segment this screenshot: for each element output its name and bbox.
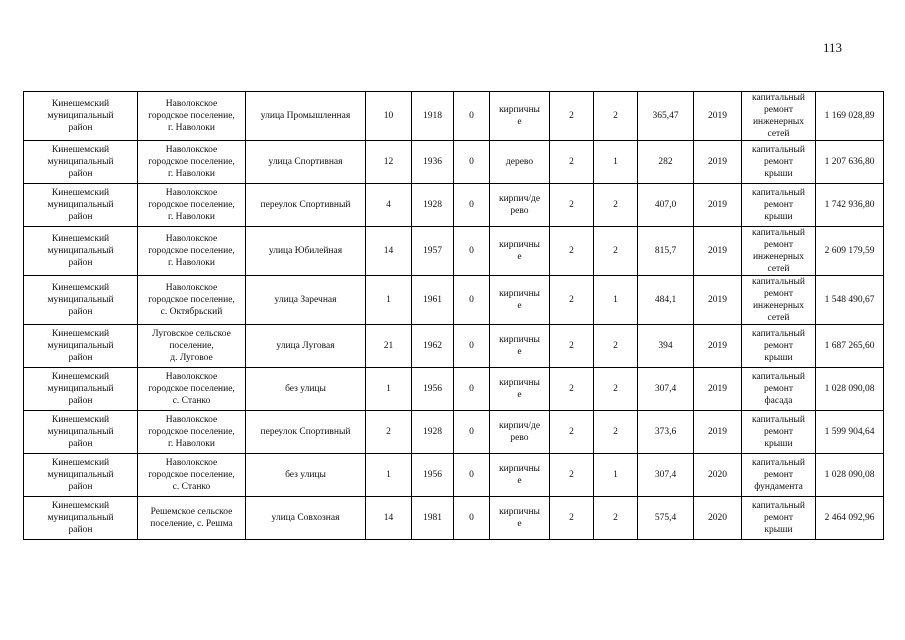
work-type-cell: капитальный ремонт крыши — [742, 325, 816, 368]
repair-year-cell: 2019 — [694, 276, 742, 325]
district-cell: Кинешемский муниципальный район — [24, 325, 138, 368]
table-body — [24, 92, 884, 540]
district-cell: Кинешемский муниципальный район — [24, 184, 138, 227]
table-row — [24, 497, 884, 540]
wear-cell: 0 — [454, 276, 490, 325]
cost-cell: 1 687 265,60 — [816, 325, 884, 368]
wall-material-cell: кирпичны е — [490, 227, 550, 276]
street-cell: без улицы — [246, 368, 366, 411]
cost-cell: 1 207 636,80 — [816, 141, 884, 184]
floors-cell: 2 — [550, 227, 594, 276]
street-cell: улица Юбилейная — [246, 227, 366, 276]
area-cell: 394 — [638, 325, 694, 368]
work-type-cell: капитальный ремонт фундамента — [742, 454, 816, 497]
repair-registry-table — [23, 91, 884, 540]
table-row — [24, 227, 884, 276]
repair-year-cell: 2019 — [694, 411, 742, 454]
repair-year-cell: 2019 — [694, 184, 742, 227]
entrances-cell: 2 — [594, 227, 638, 276]
cost-cell: 1 599 904,64 — [816, 411, 884, 454]
table-row — [24, 184, 884, 227]
floors-cell: 2 — [550, 497, 594, 540]
settlement-cell: Наволокское городское поселение, г. Наволоки — [138, 184, 246, 227]
area-cell: 815,7 — [638, 227, 694, 276]
year-built-cell: 1956 — [412, 368, 454, 411]
house-number-cell: 14 — [366, 497, 412, 540]
year-built-cell: 1981 — [412, 497, 454, 540]
wall-material-cell: кирпичны е — [490, 325, 550, 368]
settlement-cell: Наволокское городское поселение, г. Наволоки — [138, 411, 246, 454]
repair-year-cell: 2019 — [694, 368, 742, 411]
entrances-cell: 1 — [594, 276, 638, 325]
year-built-cell: 1957 — [412, 227, 454, 276]
settlement-cell: Наволокское городское поселение, с. Октябрьский — [138, 276, 246, 325]
wear-cell: 0 — [454, 411, 490, 454]
floors-cell: 2 — [550, 141, 594, 184]
cost-cell: 2 464 092,96 — [816, 497, 884, 540]
area-cell: 365,47 — [638, 92, 694, 141]
settlement-cell: Решемское сельское поселение, с. Решма — [138, 497, 246, 540]
repair-year-cell: 2019 — [694, 325, 742, 368]
work-type-cell: капитальный ремонт крыши — [742, 141, 816, 184]
entrances-cell: 2 — [594, 92, 638, 141]
settlement-cell: Наволокское городское поселение, г. Наволоки — [138, 92, 246, 141]
year-built-cell: 1936 — [412, 141, 454, 184]
area-cell: 575,4 — [638, 497, 694, 540]
year-built-cell: 1961 — [412, 276, 454, 325]
wall-material-cell: кирпичны е — [490, 454, 550, 497]
wall-material-cell: дерево — [490, 141, 550, 184]
table-row — [24, 411, 884, 454]
entrances-cell: 2 — [594, 325, 638, 368]
work-type-cell: капитальный ремонт крыши — [742, 184, 816, 227]
wear-cell: 0 — [454, 454, 490, 497]
table-row — [24, 276, 884, 325]
floors-cell: 2 — [550, 454, 594, 497]
area-cell: 407,0 — [638, 184, 694, 227]
wall-material-cell: кирпичны е — [490, 276, 550, 325]
entrances-cell: 2 — [594, 368, 638, 411]
repair-year-cell: 2019 — [694, 227, 742, 276]
repair-year-cell: 2019 — [694, 92, 742, 141]
repair-year-cell: 2020 — [694, 454, 742, 497]
year-built-cell: 1956 — [412, 454, 454, 497]
area-cell: 373,6 — [638, 411, 694, 454]
work-type-cell: капитальный ремонт крыши — [742, 411, 816, 454]
wall-material-cell: кирпичны е — [490, 497, 550, 540]
wall-material-cell: кирпич/де рево — [490, 411, 550, 454]
street-cell: улица Заречная — [246, 276, 366, 325]
house-number-cell: 1 — [366, 276, 412, 325]
house-number-cell: 12 — [366, 141, 412, 184]
settlement-cell: Наволокское городское поселение, г. Наволоки — [138, 141, 246, 184]
settlement-cell: Наволокское городское поселение, г. Наволоки — [138, 227, 246, 276]
year-built-cell: 1928 — [412, 184, 454, 227]
area-cell: 307,4 — [638, 368, 694, 411]
table-row — [24, 325, 884, 368]
work-type-cell: капитальный ремонт инженерных сетей — [742, 276, 816, 325]
floors-cell: 2 — [550, 368, 594, 411]
entrances-cell: 2 — [594, 184, 638, 227]
cost-cell: 1 548 490,67 — [816, 276, 884, 325]
wall-material-cell: кирпичны е — [490, 368, 550, 411]
house-number-cell: 1 — [366, 454, 412, 497]
table-row — [24, 141, 884, 184]
entrances-cell: 2 — [594, 411, 638, 454]
house-number-cell: 14 — [366, 227, 412, 276]
repair-year-cell: 2019 — [694, 141, 742, 184]
street-cell: улица Совхозная — [246, 497, 366, 540]
area-cell: 307,4 — [638, 454, 694, 497]
street-cell: улица Промышленная — [246, 92, 366, 141]
cost-cell: 2 609 179,59 — [816, 227, 884, 276]
floors-cell: 2 — [550, 184, 594, 227]
year-built-cell: 1962 — [412, 325, 454, 368]
settlement-cell: Наволокское городское поселение, с. Станко — [138, 454, 246, 497]
year-built-cell: 1928 — [412, 411, 454, 454]
house-number-cell: 1 — [366, 368, 412, 411]
district-cell: Кинешемский муниципальный район — [24, 454, 138, 497]
street-cell: улица Луговая — [246, 325, 366, 368]
wear-cell: 0 — [454, 325, 490, 368]
settlement-cell: Наволокское городское поселение, с. Станко — [138, 368, 246, 411]
district-cell: Кинешемский муниципальный район — [24, 411, 138, 454]
house-number-cell: 4 — [366, 184, 412, 227]
district-cell: Кинешемский муниципальный район — [24, 141, 138, 184]
floors-cell: 2 — [550, 276, 594, 325]
wear-cell: 0 — [454, 92, 490, 141]
district-cell: Кинешемский муниципальный район — [24, 276, 138, 325]
work-type-cell: капитальный ремонт инженерных сетей — [742, 92, 816, 141]
wear-cell: 0 — [454, 227, 490, 276]
floors-cell: 2 — [550, 411, 594, 454]
work-type-cell: капитальный ремонт фасада — [742, 368, 816, 411]
district-cell: Кинешемский муниципальный район — [24, 368, 138, 411]
settlement-cell: Луговское сельское поселение, д. Луговое — [138, 325, 246, 368]
district-cell: Кинешемский муниципальный район — [24, 92, 138, 141]
wear-cell: 0 — [454, 141, 490, 184]
wear-cell: 0 — [454, 497, 490, 540]
street-cell: переулок Спортивный — [246, 184, 366, 227]
repair-year-cell: 2020 — [694, 497, 742, 540]
entrances-cell: 2 — [594, 497, 638, 540]
cost-cell: 1 169 028,89 — [816, 92, 884, 141]
page-number: 113 — [823, 40, 843, 55]
area-cell: 282 — [638, 141, 694, 184]
table-row — [24, 368, 884, 411]
wall-material-cell: кирпич/де рево — [490, 184, 550, 227]
floors-cell: 2 — [550, 325, 594, 368]
cost-cell: 1 028 090,08 — [816, 454, 884, 497]
cost-cell: 1 028 090,08 — [816, 368, 884, 411]
house-number-cell: 10 — [366, 92, 412, 141]
wall-material-cell: кирпичны е — [490, 92, 550, 141]
entrances-cell: 1 — [594, 454, 638, 497]
cost-cell: 1 742 936,80 — [816, 184, 884, 227]
area-cell: 484,1 — [638, 276, 694, 325]
year-built-cell: 1918 — [412, 92, 454, 141]
wear-cell: 0 — [454, 368, 490, 411]
house-number-cell: 21 — [366, 325, 412, 368]
street-cell: переулок Спортивный — [246, 411, 366, 454]
entrances-cell: 1 — [594, 141, 638, 184]
floors-cell: 2 — [550, 92, 594, 141]
wear-cell: 0 — [454, 184, 490, 227]
district-cell: Кинешемский муниципальный район — [24, 227, 138, 276]
district-cell: Кинешемский муниципальный район — [24, 497, 138, 540]
house-number-cell: 2 — [366, 411, 412, 454]
work-type-cell: капитальный ремонт крыши — [742, 497, 816, 540]
work-type-cell: капитальный ремонт инженерных сетей — [742, 227, 816, 276]
street-cell: без улицы — [246, 454, 366, 497]
table-row — [24, 454, 884, 497]
table-row — [24, 92, 884, 141]
street-cell: улица Спортивная — [246, 141, 366, 184]
